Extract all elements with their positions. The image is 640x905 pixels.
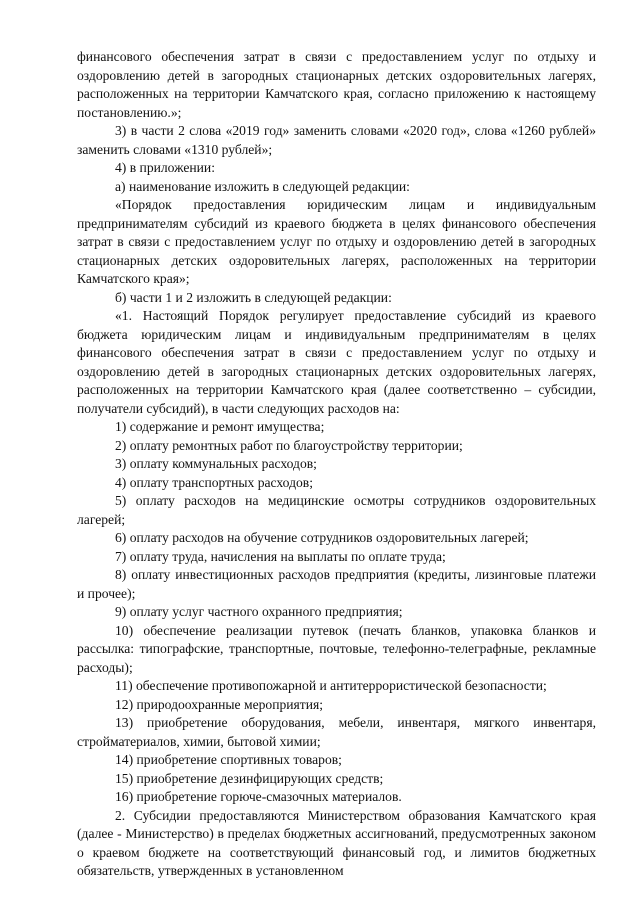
- paragraph-subitem-b: б) части 1 и 2 изложить в следующей редакции:: [115, 289, 392, 305]
- list-item-16: 16) приобретение горюче-смазочных материалов.: [115, 789, 402, 804]
- list-item-15: 15) приобретение дезинфицирующих средств;: [115, 770, 384, 786]
- list-item-1: 1) содержание и ремонт имущества;: [115, 419, 325, 434]
- paragraph-continuation: финансового обеспечения затрат в связи с предоставлением услуг по отдыху и оздоровлению детей в загородных стационарных детских оздоровительных лагерях, расположенных на территории Камчатского края, согласно приложению к настоящему постановлению.»;: [77, 49, 596, 120]
- list-item-14: 14) приобретение спортивных товаров;: [115, 752, 342, 767]
- list-item-10: 10) обеспечение реализации путевок (печать бланков, упаковка бланков и рассылка: типографские, транспортные, почтовые, телефонно-телеграфные, рекламные расходы);: [77, 622, 596, 675]
- list-item-2: 2) оплату ремонтных работ по благоустройству территории;: [115, 437, 463, 453]
- list-item-7: 7) оплату труда, начисления на выплаты по оплате труда;: [115, 548, 446, 564]
- list-item-9: 9) оплату услуг частного охранного предприятия;: [115, 604, 403, 619]
- list-item-8: 8) оплату инвестиционных расходов предприятия (кредиты, лизинговые платежи и прочее);: [77, 567, 596, 601]
- list-item-3: 3) оплату коммунальных расходов;: [115, 456, 317, 471]
- document-body: [77, 48, 596, 881]
- list-item-11: 11) обеспечение противопожарной и антитеррористической безопасности;: [115, 678, 547, 693]
- list-item-6: 6) оплату расходов на обучение сотрудников оздоровительных лагерей;: [115, 530, 529, 545]
- list-item-5: 5) оплату расходов на медицинские осмотры сотрудников оздоровительных лагерей;: [77, 493, 596, 527]
- paragraph-part-2: 2. Субсидии предоставляются Министерством образования Камчатского края (далее - Министерство) в пределах бюджетных ассигнований, предусмотренных законом о краевом бюджете на соответствующий финансовый год, и лимитов бюджетных обязательств, утвержденных в установленном: [77, 807, 596, 878]
- paragraph-item-4: 4) в приложении:: [115, 160, 215, 175]
- list-item-4: 4) оплату транспортных расходов;: [115, 474, 313, 490]
- list-item-12: 12) природоохранные мероприятия;: [115, 696, 324, 712]
- paragraph-quote-title: «Порядок предоставления юридическим лицам и индивидуальным предпринимателям субсидий из краевого бюджета в целях финансового обеспечения затрат в связи с предоставлением услуг по отдыху и оздоровлению детей в загородных стационарных детских оздоровительных лагерях, расположенных на территории Камчатского края»;: [77, 197, 596, 286]
- paragraph-part-1: «1. Настоящий Порядок регулирует предоставление субсидий из краевого бюджета юридическим лицам и индивидуальным предпринимателям в целях финансового обеспечения затрат в связи с предоставлением услуг по отдыху и оздоровлению детей в загородных стационарных детских оздоровительных лагерях, расположенных на территории Камчатского края (далее соответственно – субсидии, получатели субсидий), в части следующих расходов на:: [77, 308, 596, 416]
- list-item-13: 13) приобретение оборудования, мебели, инвентаря, мягкого инвентаря, стройматериалов, химии, бытовой химии;: [77, 715, 596, 749]
- paragraph-item-3: 3) в части 2 слова «2019 год» заменить словами «2020 год», слова «1260 рублей» заменить словами «1310 рублей»;: [77, 123, 596, 157]
- paragraph-subitem-a: а) наименование изложить в следующей редакции:: [115, 178, 410, 194]
